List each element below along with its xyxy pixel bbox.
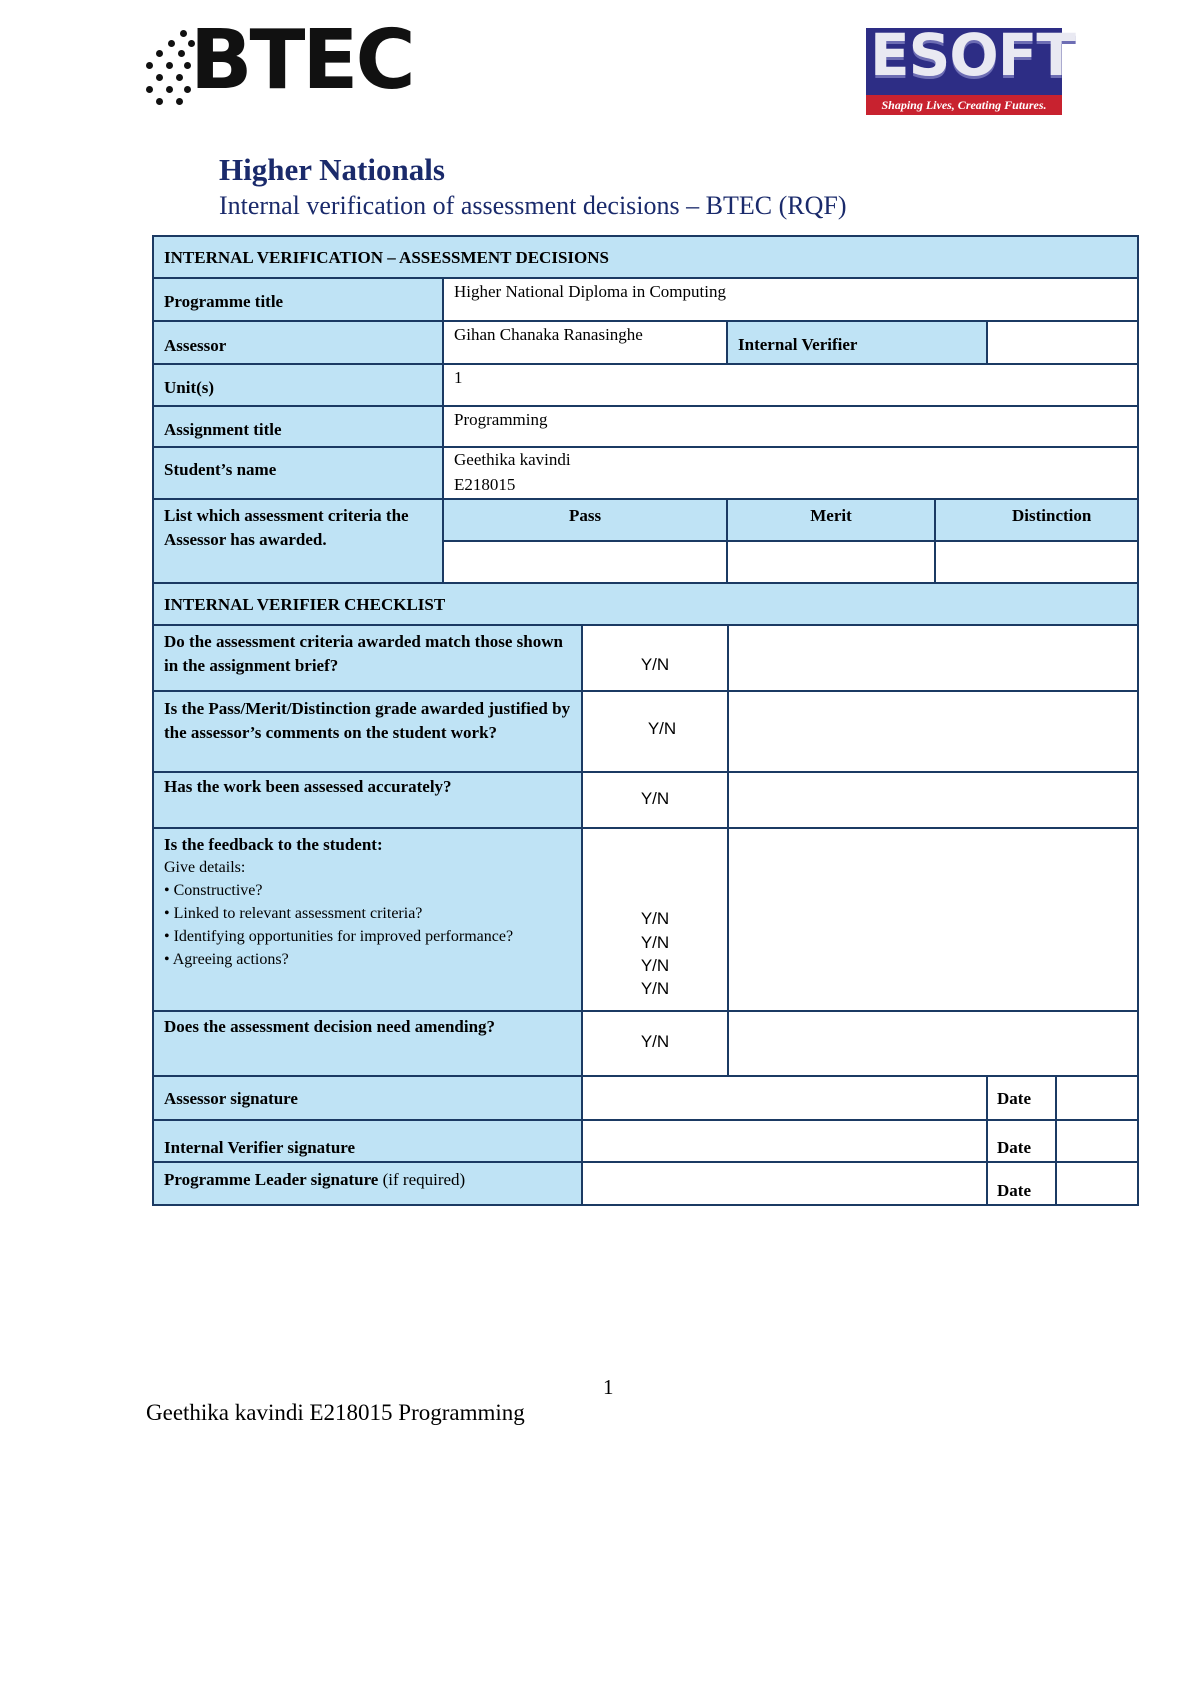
checklist-question-2: [152, 690, 583, 773]
btec-dots-icon: [144, 28, 196, 110]
checklist-comment-3[interactable]: [727, 771, 1139, 829]
grade-distinction-field[interactable]: [934, 540, 1139, 584]
criteria-label-cell: [152, 498, 444, 584]
date-label: Date: [997, 1181, 1031, 1200]
section-title: INTERNAL VERIFIER CHECKLIST: [164, 595, 446, 614]
grade-distinction-header: [934, 498, 1139, 542]
assessor-signature-label-cell: [152, 1075, 583, 1121]
leader-date-field[interactable]: [1055, 1161, 1139, 1206]
units-label-cell: [152, 363, 444, 407]
feedback-question: Is the feedback to the student:: [164, 835, 383, 854]
esoft-wordmark: ESOFT: [870, 21, 1075, 89]
grade-merit-field[interactable]: [726, 540, 936, 584]
programme-title-label-cell: [152, 277, 444, 322]
grade-merit-header: [726, 498, 936, 542]
programme-title-label: Programme title: [164, 292, 284, 311]
esoft-logo: [866, 21, 1075, 115]
verifier-signature-label-cell: [152, 1119, 583, 1163]
verifier-signature-field[interactable]: [581, 1119, 988, 1163]
student-name-label-cell: [152, 446, 444, 500]
date-label: Date: [997, 1138, 1031, 1157]
programme-title-value: Higher National Diploma in Computing: [454, 282, 726, 301]
yn-value: Y/N: [640, 933, 670, 952]
units-field[interactable]: [442, 363, 1139, 407]
assessor-date-field[interactable]: [1055, 1075, 1139, 1121]
verifier-signature-label: Internal Verifier signature: [164, 1138, 356, 1157]
section-title: INTERNAL VERIFICATION – ASSESSMENT DECISIONS: [164, 248, 609, 267]
esoft-tagline: Shaping Lives, Creating Futures.: [866, 95, 1062, 115]
verifier-date-label-cell: [986, 1119, 1057, 1163]
units-value: 1: [454, 368, 463, 387]
date-label: Date: [997, 1089, 1031, 1108]
student-name-label: Student’s name: [164, 460, 277, 479]
yn-value: Y/N: [647, 719, 677, 738]
yn-value: Y/N: [640, 1032, 670, 1051]
assignment-title-label: Assignment title: [164, 420, 282, 439]
assessor-date-label-cell: [986, 1075, 1057, 1121]
grade-pass-field[interactable]: [442, 540, 728, 584]
feedback-item: • Linked to relevant assessment criteria?: [164, 905, 423, 922]
leader-signature-text: [164, 1168, 573, 1192]
feedback-give-details: Give details:: [164, 859, 246, 876]
checklist-comment-amend[interactable]: [727, 1010, 1139, 1077]
page-subtitle: Internal verification of assessment decisions – BTEC (RQF): [219, 191, 847, 220]
assignment-title-label-cell: [152, 405, 444, 448]
page-title: Higher Nationals: [219, 152, 445, 187]
assessor-label: Assessor: [164, 336, 227, 355]
footer-text: Geethika kavindi E218015 Programming: [146, 1400, 525, 1425]
checklist-answer-feedback[interactable]: [581, 827, 729, 1012]
checklist-comment-2[interactable]: [727, 690, 1139, 773]
units-label: Unit(s): [164, 378, 215, 397]
section-assessment-decisions: [152, 235, 1139, 279]
leader-signature-label: Programme Leader signature: [164, 1170, 379, 1189]
feedback-item: • Identifying opportunities for improved performance?: [164, 928, 514, 945]
checklist-question-text: Does the assessment decision need amending?: [164, 1017, 496, 1036]
checklist-question-1: [152, 624, 583, 692]
grade-pass-label: Pass: [568, 506, 602, 525]
internal-verifier-label-cell: [726, 320, 988, 365]
yn-value: Y/N: [640, 956, 670, 975]
verification-form: [152, 235, 1139, 1217]
btec-wordmark: BTEC: [190, 13, 413, 108]
leader-signature-field[interactable]: [581, 1161, 988, 1206]
page-number: 1: [603, 1375, 614, 1399]
checklist-question-feedback: [152, 827, 583, 1012]
checklist-question-amend: [152, 1010, 583, 1077]
feedback-text-block: [164, 833, 573, 971]
leader-signature-label-cell: [152, 1161, 583, 1206]
section-verifier-checklist: [152, 582, 1139, 626]
yn-value: Y/N: [640, 909, 670, 928]
feedback-item: • Constructive?: [164, 882, 263, 899]
student-name-value: Geethika kavindi: [454, 450, 571, 469]
checklist-comment-feedback[interactable]: [727, 827, 1139, 1012]
internal-verifier-label: Internal Verifier: [738, 335, 858, 354]
checklist-answer-3[interactable]: [581, 771, 729, 829]
assessor-field[interactable]: [442, 320, 728, 365]
assessor-signature-label: Assessor signature: [164, 1089, 298, 1108]
verifier-date-field[interactable]: [1055, 1119, 1139, 1163]
internal-verifier-field[interactable]: [986, 320, 1139, 365]
assessor-value: Gihan Chanaka Ranasinghe: [454, 325, 643, 344]
grade-distinction-label: Distinction: [1012, 506, 1092, 525]
checklist-answer-amend[interactable]: [581, 1010, 729, 1077]
student-name-field[interactable]: [442, 446, 1139, 500]
checklist-question-text: Do the assessment criteria awarded match those shown in the assignment brief?: [164, 632, 563, 675]
yn-value: Y/N: [640, 979, 670, 998]
leader-date-label-cell: [986, 1161, 1057, 1206]
grade-merit-label: Merit: [810, 506, 852, 525]
btec-logo: [144, 13, 413, 118]
assessor-signature-field[interactable]: [581, 1075, 988, 1121]
student-id-value: E218015: [454, 475, 516, 494]
checklist-question-text: Has the work been assessed accurately?: [164, 777, 452, 796]
assignment-title-value: Programming: [454, 410, 548, 429]
programme-title-field[interactable]: [442, 277, 1139, 322]
yn-value: Y/N: [640, 789, 670, 808]
checklist-answer-2[interactable]: [581, 690, 729, 773]
checklist-comment-1[interactable]: [727, 624, 1139, 692]
yn-value: Y/N: [640, 655, 670, 674]
checklist-answer-1[interactable]: [581, 624, 729, 692]
assessor-label-cell: [152, 320, 444, 365]
feedback-item: • Agreeing actions?: [164, 951, 289, 968]
grade-pass-header: [442, 498, 728, 542]
assignment-title-field[interactable]: [442, 405, 1139, 448]
criteria-label: List which assessment criteria the Assessor has awarded.: [164, 506, 409, 549]
leader-signature-suffix: (if required): [378, 1170, 466, 1189]
checklist-question-text: Is the Pass/Merit/Distinction grade awarded justified by the assessor’s comments on the student work?: [164, 699, 571, 742]
checklist-question-3: [152, 771, 583, 829]
